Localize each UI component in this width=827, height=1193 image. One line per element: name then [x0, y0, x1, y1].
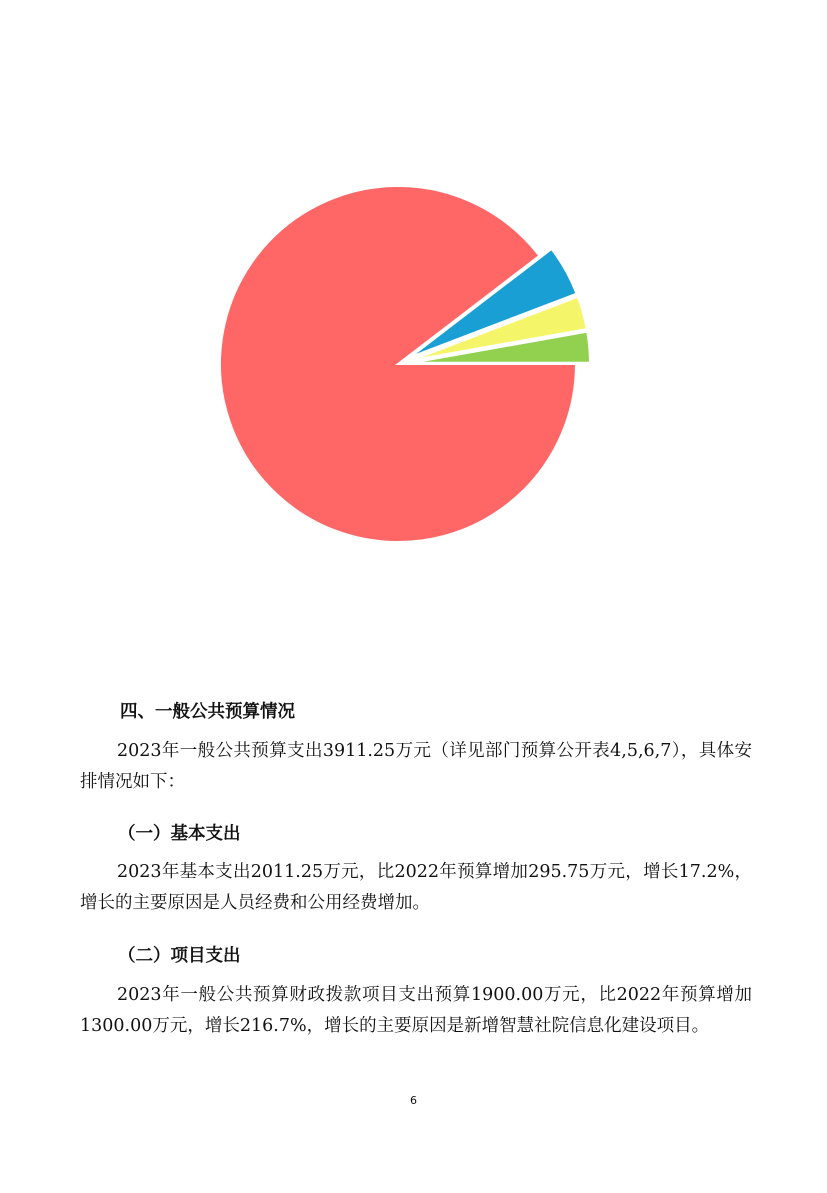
pie-chart: [88, 106, 713, 626]
paragraph-project-expenditure: 2023年一般公共预算财政拨款项目支出预算1900.00万元，比2022年预算增加1300.00万元，增长216.7%，增长的主要原因是新增智慧社院信息化建设项目。: [80, 985, 752, 1036]
subheading-basic-expenditure: （一）基本支出: [118, 824, 241, 844]
paragraph-intro: 2023年一般公共预算支出3911.25万元（详见部门预算公开表4,5,6,7），具体安排情况如下：: [80, 741, 752, 792]
paragraph-basic-expenditure: 2023年基本支出2011.25万元，比2022年预算增加295.75万元，增长17.2%，增长的主要原因是人员经费和公用经费增加。: [80, 862, 752, 913]
page-number: 6: [410, 1094, 417, 1107]
pie-chart-svg: [88, 106, 713, 626]
pie-slice-main: [220, 186, 576, 542]
section-heading-general-budget: 四、一般公共预算情况: [120, 702, 295, 722]
subheading-project-expenditure: （二）项目支出: [118, 946, 241, 966]
